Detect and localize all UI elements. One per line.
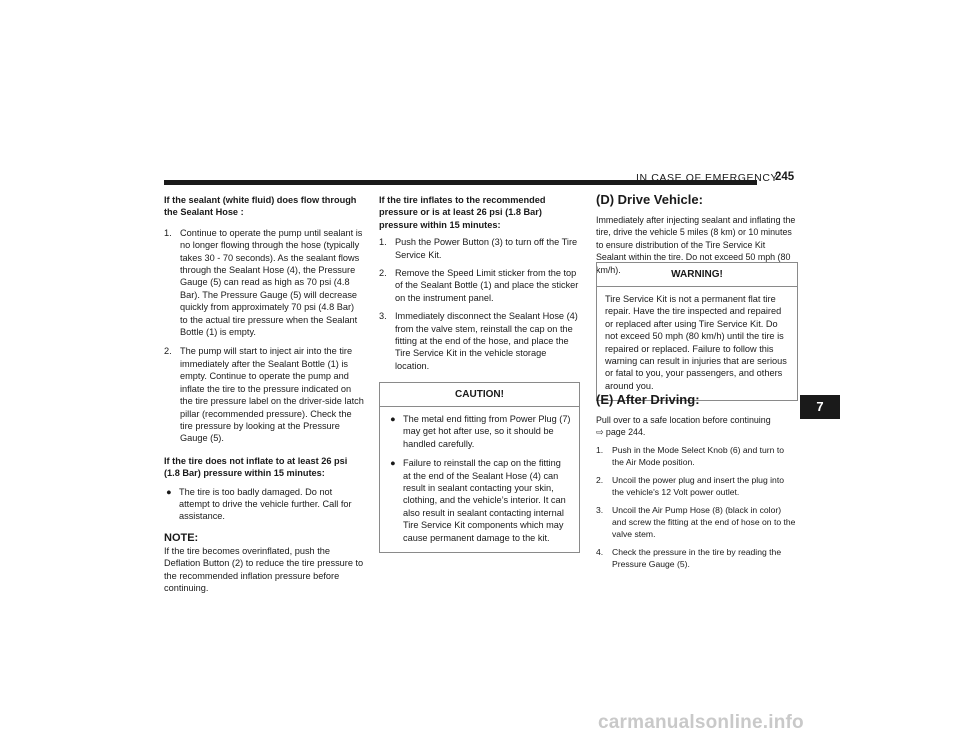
- inflates-steps: [379, 236, 579, 372]
- list-item: [379, 236, 579, 261]
- note-heading: NOTE:: [164, 531, 199, 544]
- sealant-steps: [164, 227, 364, 445]
- step-text: Uncoil the power plug and insert the plug into the vehicle's 12 Volt power outlet.: [612, 474, 784, 497]
- lead-not-inflating: If the tire does not inflate to at least 26 psi (1.8 Bar) pressure within 15 minutes:: [164, 455, 348, 479]
- step-text: Continue to operate the pump until sealant is no longer flowing through the hose (typically takes 30 - 70 seconds). As the sealant flows through the Sealant Hose (4), the Pressure Gauge (5) can read as high as 70 psi (4.8 Bar). The Pressure Gauge (5) will decrease quickly from approximately 70 psi (4.8 Bar) to the actual tire pressure when the Sealant Bottle (1) is empty.: [180, 227, 363, 338]
- page-ref-link[interactable]: page 244.: [605, 427, 646, 438]
- step-number: 3.: [379, 311, 387, 322]
- lead-sealant-flows: If the sealant (white fluid) does flow through the Sealant Hose :: [164, 195, 357, 218]
- after-driving-steps: [596, 444, 796, 570]
- list-item: [164, 227, 364, 339]
- list-item: [388, 413, 571, 450]
- warning-text: Tire Service Kit is not a permanent flat tire repair. Have the tire inspected and repaired or replaced after using Tire Service Kit. Do not exceed 50 mph (80 km/h) until the tire is repaired or replaced. Failure to follow this warning can result in injuries that are serious or fatal to you, your passengers, and others around you.: [605, 294, 787, 391]
- step-text: Check the pressure in the tire by reading the Pressure Gauge (5).: [612, 546, 782, 569]
- bullet-text: Failure to reinstall the cap on the fitting at the end of the Sealant Hose (4) can result in sealant contacting your skin, clothing, and the vehicle’s interior. It can also result in sealant contacting internal Tire Service Kit components which may cause permanent damage to the kit.: [403, 458, 566, 543]
- caution-box: [379, 382, 580, 553]
- warning-heading: WARNING!: [597, 263, 797, 287]
- step-text: Remove the Speed Limit sticker from the top of the Sealant Bottle (1) and place the sticker on the instrument panel.: [395, 268, 579, 303]
- list-item: [379, 267, 579, 304]
- step-number: 3.: [596, 504, 604, 515]
- step-text: The pump will start to inject air into the tire immediately after the Sealant Bottle (1) is empty. Continue to operate the pump and inflate the tire to the pressure indicated on the tire pressure label on the driver-side latch pillar (recommended pressure). Check the tire pressure by looking at the Pressure Gauge (5).: [180, 346, 364, 444]
- section-d-heading: (D) Drive Vehicle:: [596, 192, 703, 207]
- warning-box: [596, 262, 798, 401]
- caution-bullets: [388, 413, 571, 544]
- step-number: 1.: [596, 444, 604, 455]
- step-text: Push in the Mode Select Knob (6) and turn to the Air Mode position.: [612, 444, 784, 467]
- bullet-icon: ●: [390, 458, 396, 469]
- caution-heading: CAUTION!: [380, 383, 579, 407]
- bullet-text: The tire is too badly damaged. Do not attempt to drive the vehicle further. Call for assistance.: [179, 486, 352, 522]
- list-item: [164, 345, 364, 444]
- step-number: 4.: [596, 546, 604, 557]
- column-1: [164, 194, 364, 594]
- step-number: 2.: [164, 346, 172, 357]
- bullet-text: The metal end fitting from Power Plug (7) may get hot after use, so it should be handled carefully.: [403, 414, 571, 449]
- list-item: [164, 486, 364, 523]
- watermark: carmanualsonline.info: [598, 712, 804, 733]
- step-number: 1.: [379, 237, 387, 248]
- section-e-intro: [596, 414, 796, 439]
- caution-body: [380, 407, 579, 552]
- page-number: 245: [775, 171, 795, 183]
- bullet-icon: ●: [390, 414, 396, 424]
- step-number: 1.: [164, 227, 172, 238]
- list-item: [596, 546, 796, 570]
- list-item: [596, 474, 796, 498]
- bullet-icon: ●: [166, 486, 172, 497]
- step-text: Uncoil the Air Pump Hose (8) (black in color) and screw the fitting at the end of hose on to the valve stem.: [612, 504, 796, 539]
- list-item: [379, 310, 579, 372]
- column-3-lower: [596, 392, 796, 570]
- list-item: [596, 504, 796, 540]
- list-item: [596, 444, 796, 468]
- step-number: 2.: [596, 474, 604, 485]
- step-text: Immediately disconnect the Sealant Hose (4) from the valve stem, reinstall the cap on the fitting at the end of the hose, and place the Tire Service Kit in the vehicle storage location.: [395, 311, 578, 371]
- note-text: If the tire becomes overinflated, push the Deflation Button (2) to reduce the tire pressure to the recommended inflation pressure before continuing.: [164, 545, 364, 593]
- step-number: 2.: [379, 268, 387, 279]
- intro-text: Pull over to a safe location before continuing: [596, 415, 771, 425]
- section-d-text: Immediately after injecting sealant and inflating the tire, drive the vehicle 5 miles (8 km) or 10 minutes to ensure distribution of the Tire Service Kit Sealant within the tire. Do not exceed 50 mph (80 km/h).: [596, 215, 796, 275]
- page-ref-arrow-icon: ⇨: [596, 427, 604, 438]
- not-inflating-bullets: [164, 486, 364, 523]
- list-item: [388, 457, 571, 544]
- section-e-heading: (E) After Driving:: [596, 392, 700, 407]
- lead-inflates: If the tire inflates to the recommended pressure or is at least 26 psi (1.8 Bar) pressure within 15 minutes:: [379, 195, 546, 230]
- chapter-tab: 7: [800, 395, 840, 419]
- column-2: [379, 194, 579, 372]
- step-text: Push the Power Button (3) to turn off the Tire Service Kit.: [395, 237, 578, 260]
- section-title: IN CASE OF EMERGENCY: [636, 172, 779, 184]
